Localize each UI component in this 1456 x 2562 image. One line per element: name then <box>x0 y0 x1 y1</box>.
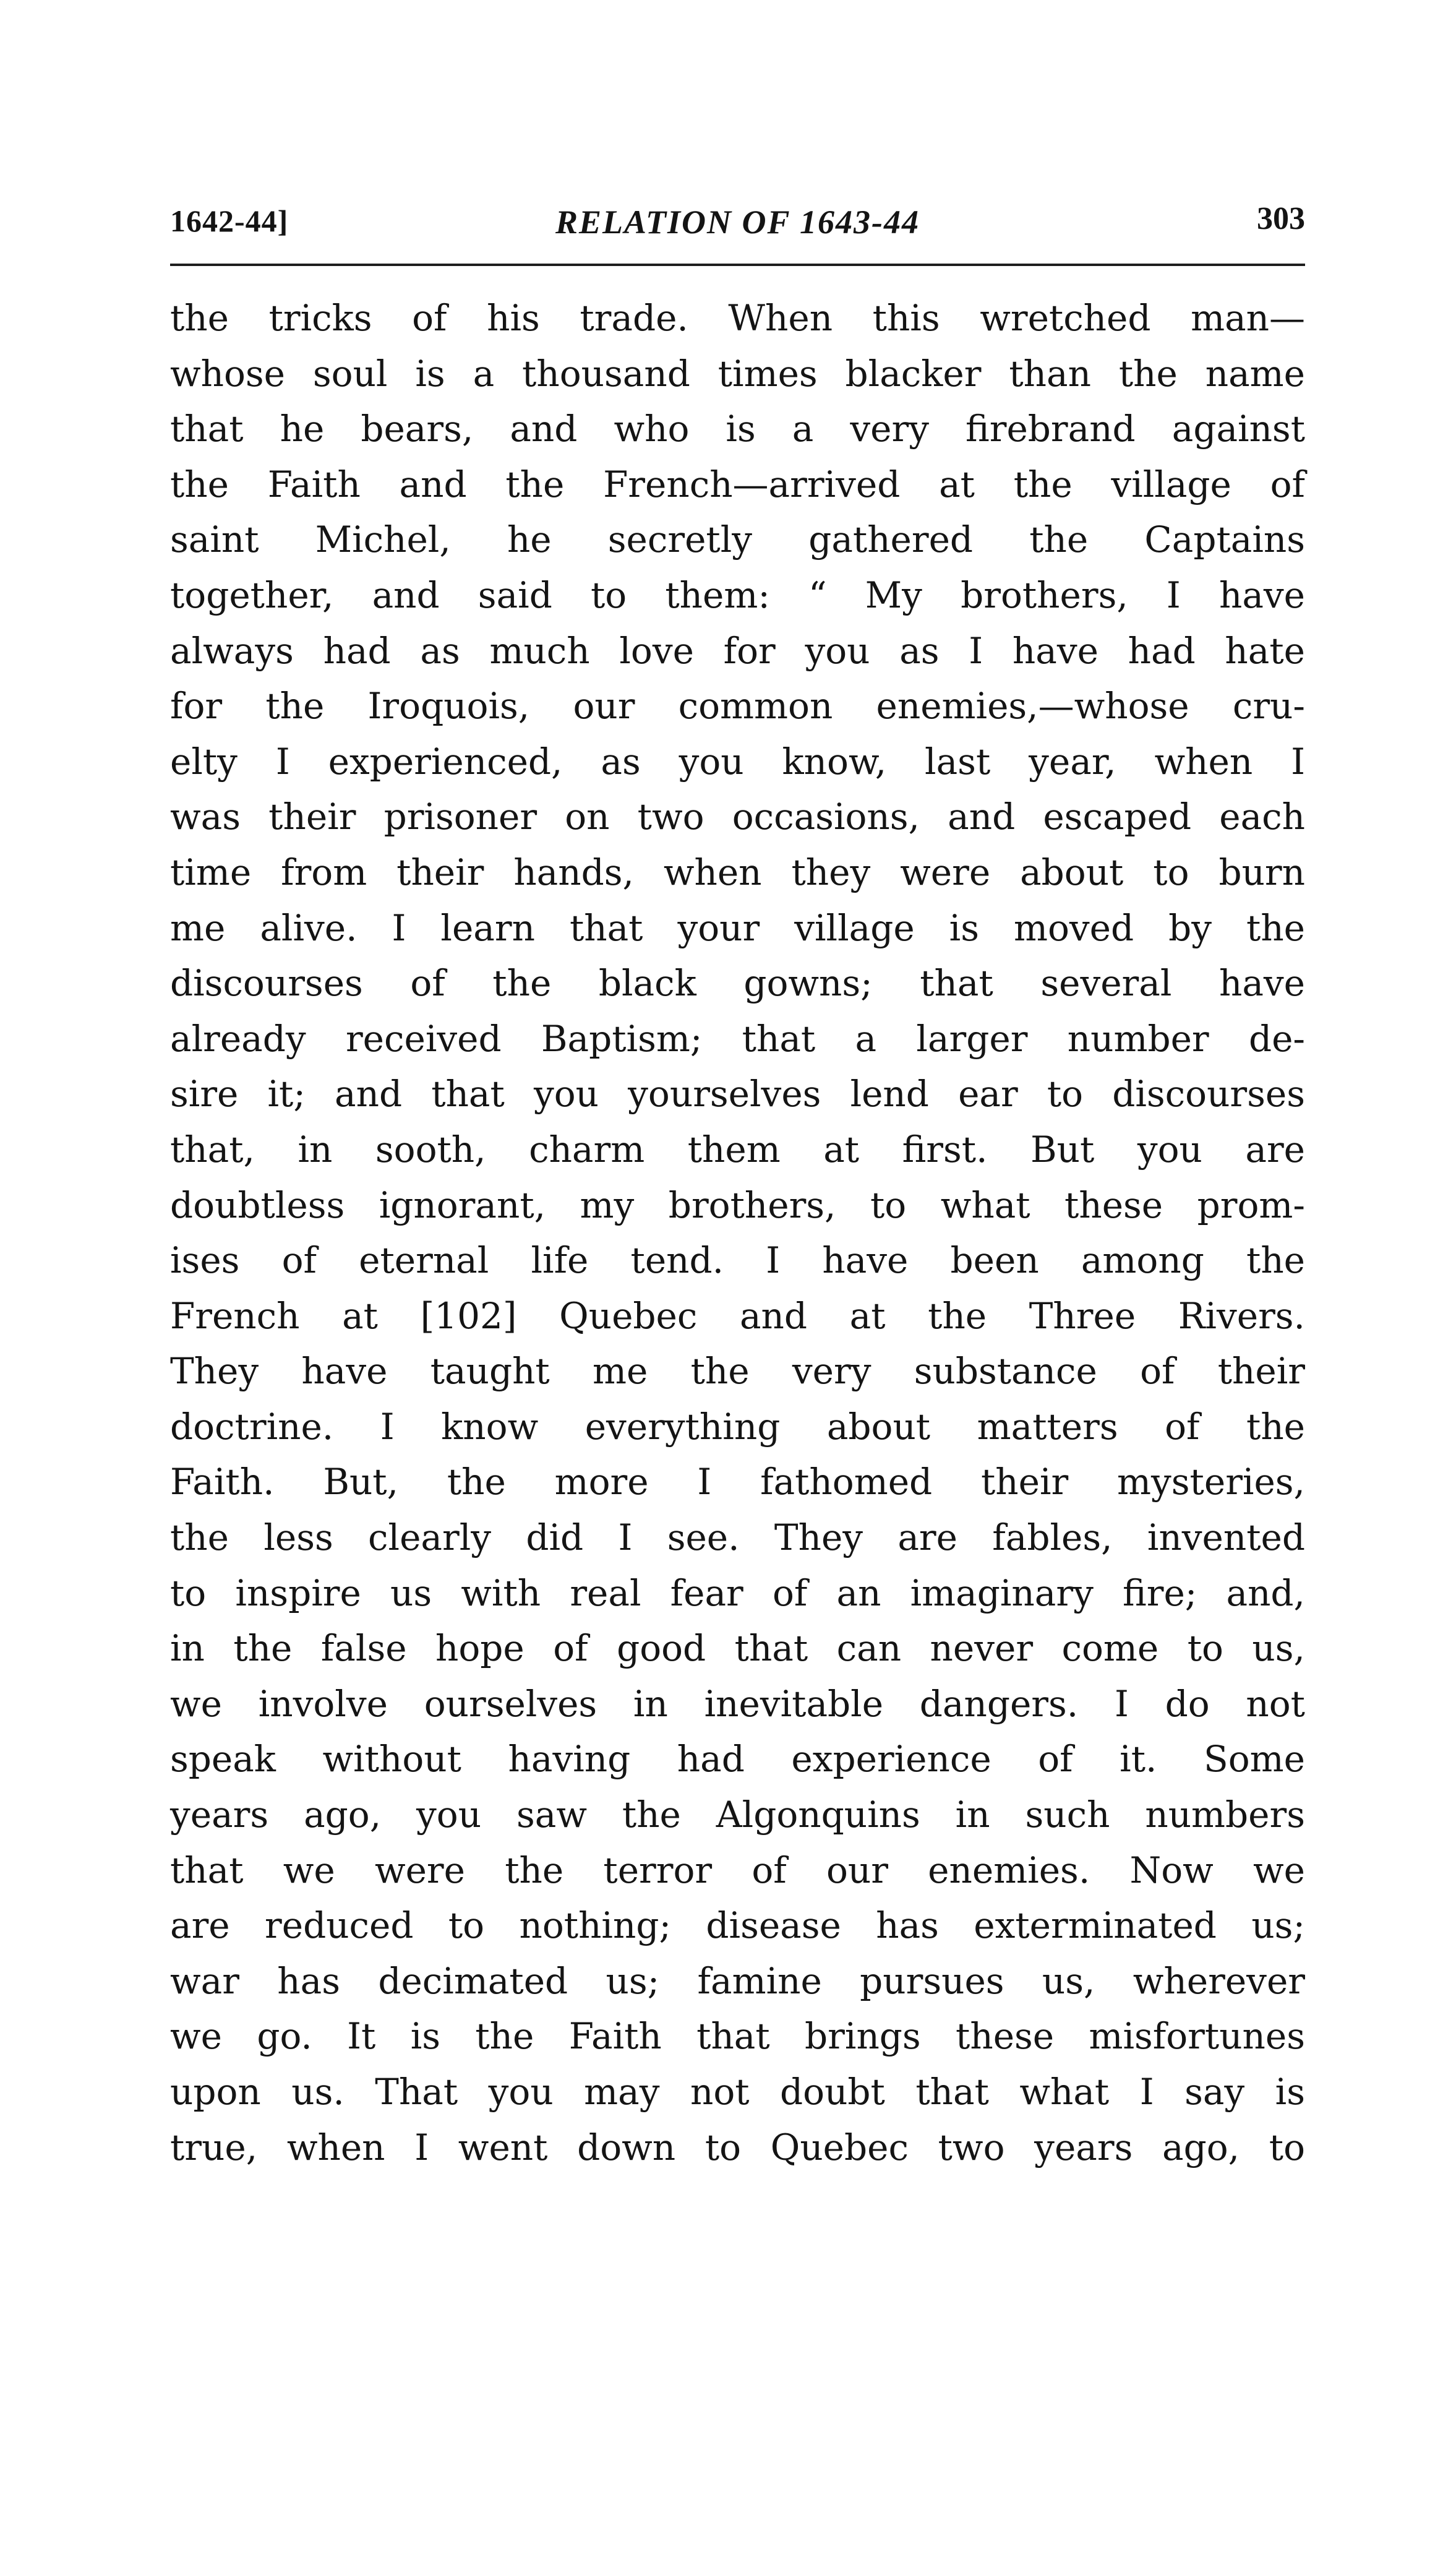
text-line: ises of eternal life tend. I have been among the <box>170 1239 1305 1282</box>
body-text <box>170 291 1305 2175</box>
text-line: doctrine. I know everything about matters of the <box>170 1405 1305 1448</box>
text-line: are reduced to nothing; disease has exterminated us; <box>170 1904 1305 1947</box>
text-line: was their prisoner on two occasions, and escaped each <box>170 796 1305 838</box>
header-title: RELATION OF 1643-44 <box>555 204 920 241</box>
text-line: saint Michel, he secretly gathered the Captains <box>170 518 1305 561</box>
text-line: for the Iroquois, our common enemies,—whose cru- <box>170 685 1305 728</box>
text-line: always had as much love for you as I have had hate <box>170 629 1305 672</box>
text-line: that we were the terror of our enemies. Now we <box>170 1849 1305 1891</box>
text-line: sire it; and that you yourselves lend ear to discourses <box>170 1073 1305 1116</box>
text-line: we involve ourselves in inevitable dangers. I do not <box>170 1682 1305 1725</box>
text-line: the tricks of his trade. When this wretched man— <box>170 297 1305 339</box>
running-header <box>170 197 1305 259</box>
text-line: we go. It is the Faith that brings these misfortunes <box>170 2015 1305 2058</box>
text-line: true, when I went down to Quebec two years ago, to <box>170 2126 1305 2169</box>
text-line: time from their hands, when they were about to burn <box>170 851 1305 893</box>
text-line: to inspire us with real fear of an imaginary fire; and, <box>170 1571 1305 1614</box>
text-line: that he bears, and who is a very firebrand against <box>170 408 1305 450</box>
text-line: the Faith and the French—arrived at the village of <box>170 463 1305 505</box>
text-line: in the false hope of good that can never come to us, <box>170 1627 1305 1670</box>
text-line: whose soul is a thousand times blacker than the name <box>170 352 1305 395</box>
text-line: elty I experienced, as you know, last year, when I <box>170 740 1305 783</box>
text-line: already received Baptism; that a larger number de- <box>170 1017 1305 1060</box>
text-line: the less clearly did I see. They are fables, invented <box>170 1516 1305 1559</box>
text-line: war has decimated us; famine pursues us, wherever <box>170 1959 1305 2002</box>
text-line: me alive. I learn that your village is moved by the <box>170 906 1305 949</box>
text-line: Faith. But, the more I fathomed their mysteries, <box>170 1461 1305 1503</box>
text-line: that, in sooth, charm them at first. But you are <box>170 1128 1305 1171</box>
text-line: years ago, you saw the Algonquins in such numbers <box>170 1794 1305 1836</box>
text-line: doubtless ignorant, my brothers, to what these prom- <box>170 1184 1305 1226</box>
header-rule <box>170 264 1305 266</box>
header-date-range: 1642-44] <box>170 204 289 238</box>
text-line: together, and said to them: “ My brothers, I have <box>170 574 1305 616</box>
text-line: They have taught me the very substance of their <box>170 1350 1305 1393</box>
text-line: upon us. That you may not doubt that what I say is <box>170 2071 1305 2113</box>
text-line: discourses of the black gowns; that several have <box>170 962 1305 1005</box>
page-number: 303 <box>1257 201 1305 236</box>
text-line: French at [102] Quebec and at the Three Rivers. <box>170 1294 1305 1337</box>
text-line: speak without having had experience of it. Some <box>170 1738 1305 1781</box>
